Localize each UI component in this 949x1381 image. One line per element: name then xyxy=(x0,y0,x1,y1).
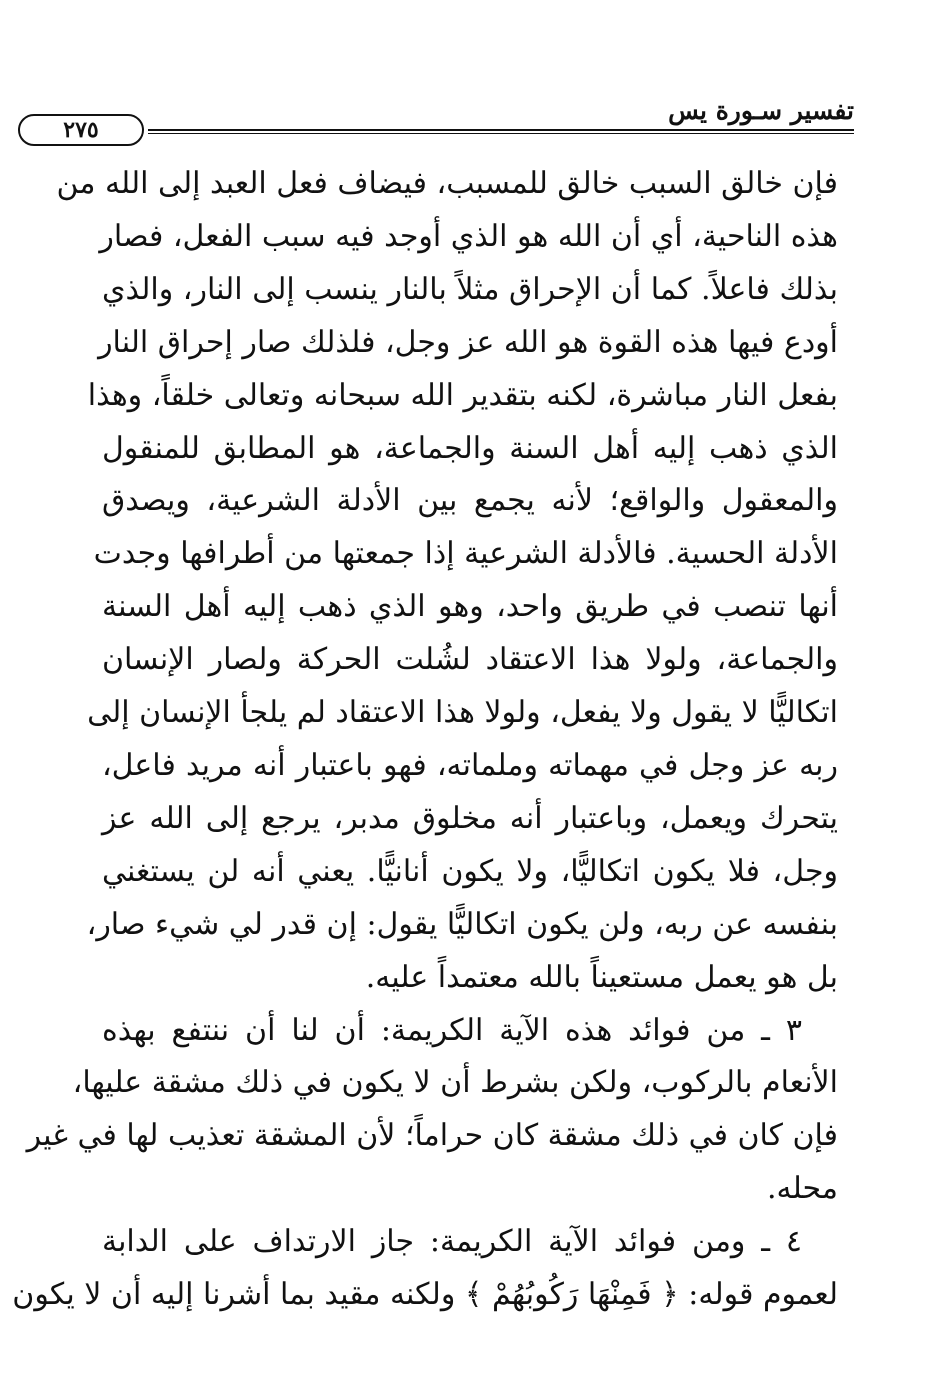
text-line: يتحرك ويعمل، وباعتبار أنه مخلوق مدبر، يرجع إلى الله عز xyxy=(102,800,838,836)
text-line: أودع فيها هذه القوة هو الله عز وجل، فلذلك صار إحراق النار xyxy=(98,324,838,360)
text-line: فإن خالق السبب خالق للمسبب، فيضاف فعل العبد إلى الله من xyxy=(56,166,838,201)
text-line: بفعل النار مباشرة، لكنه بتقدير الله سبحانه وتعالى خلقاً، وهذا xyxy=(87,377,838,413)
running-title: تفسير سـورة يس xyxy=(668,96,854,125)
body-text xyxy=(12,158,838,1322)
header-rule xyxy=(148,129,854,131)
text-line: بل هو يعمل مستعيناً بالله معتمداً عليه. xyxy=(365,959,838,995)
text-line: الأنعام بالركوب، ولكن بشرط أن لا يكون في ذلك مشقة عليها، xyxy=(72,1065,838,1101)
page-header xyxy=(18,96,854,144)
page-number: ٢٧٥ xyxy=(18,114,144,146)
text-line: ربه عز وجل في مهماته وملماته، فهو باعتبار أنه مريد فاعل، xyxy=(102,747,838,783)
text-line: ٣ ـ من فوائد هذه الآية الكريمة: أن لنا أن ننتفع بهذه xyxy=(102,1012,802,1048)
text-line: هذه الناحية، أي أن الله هو الذي أوجد فيه سبب الفعل، فصار xyxy=(99,218,838,254)
text-line: فإن كان في ذلك مشقة كان حراماً؛ لأن المشقة تعذيب لها في غير xyxy=(26,1118,838,1154)
text-line: بنفسه عن ربه، ولن يكون اتكاليًّا يقول: إن قدر لي شيء صار، xyxy=(86,906,838,942)
text-line: ٤ ـ ومن فوائد الآية الكريمة: جاز الارتداف على الدابة xyxy=(102,1224,802,1260)
header-rule-thin xyxy=(148,133,854,134)
text-line: والمعقول والواقع؛ لأنه يجمع بين الأدلة الشرعية، ويصدق xyxy=(102,483,838,519)
text-line: اتكاليًّا لا يقول ولا يفعل، ولولا هذا الاعتقاد لم يلجأ الإنسان إلى xyxy=(87,695,838,731)
text-line: بذلك فاعلاً. كما أن الإحراق مثلاً بالنار ينسب إلى النار، والذي xyxy=(102,271,838,307)
text-line: الذي ذهب إليه أهل السنة والجماعة، هو المطابق للمنقول xyxy=(102,430,838,466)
text-line: أنها تنصب في طريق واحد، وهو الذي ذهب إليه أهل السنة xyxy=(102,589,838,625)
text-line: وجل، فلا يكون اتكاليًّا، ولا يكون أنانيًّا. يعني أنه لن يستغني xyxy=(102,853,838,889)
text-line: والجماعة، ولولا هذا الاعتقاد لشُلت الحركة ولصار الإنسان xyxy=(102,642,838,678)
text-line: لعموم قوله: ﴿ فَمِنْهَا رَكُوبُهُمْ ﴾ ولكنه مقيد بما أشرنا إليه أن لا يكون xyxy=(12,1277,838,1313)
text-line: محله. xyxy=(767,1171,838,1207)
text-line: الأدلة الحسية. فالأدلة الشرعية إذا جمعتها من أطرافها وجدت xyxy=(93,536,838,572)
